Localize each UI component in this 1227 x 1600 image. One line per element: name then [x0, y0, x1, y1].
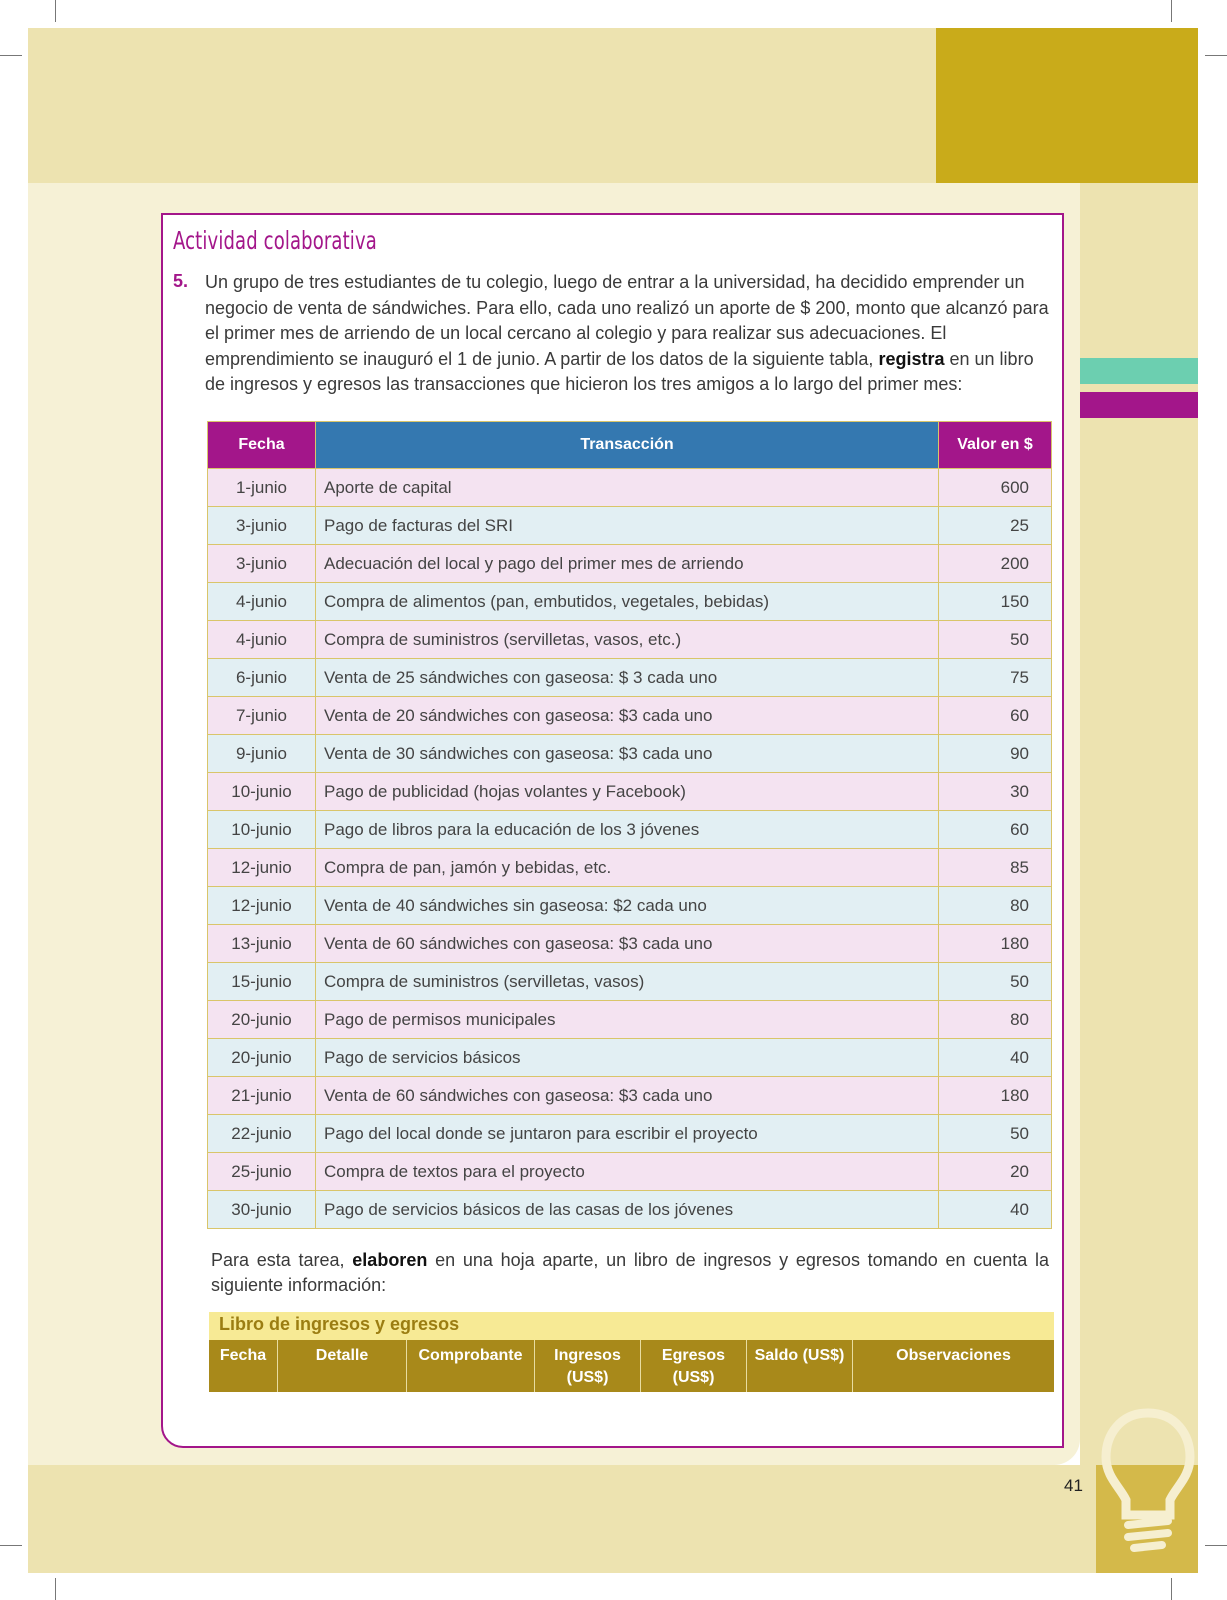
cell-value: 20: [939, 1153, 1052, 1191]
cell-description: Compra de alimentos (pan, embutidos, vegetales, bebidas): [316, 583, 939, 621]
cell-description: Aporte de capital: [316, 469, 939, 507]
cell-description: Pago de libros para la educación de los 3 jóvenes: [316, 811, 939, 849]
ledger-title: Libro de ingresos y egresos: [219, 1314, 460, 1334]
cell-date: 9-junio: [208, 735, 316, 773]
task-text: Para esta tarea,: [211, 1250, 345, 1270]
crop-mark: [55, 1578, 56, 1600]
cell-value: 40: [939, 1039, 1052, 1077]
table-row: [208, 1191, 1052, 1229]
teal-tab: [1080, 358, 1198, 384]
header-valor: Valor en $: [939, 422, 1052, 469]
ledger-col-fecha: Fecha: [209, 1340, 278, 1392]
ledger-col-detalle: Detalle: [278, 1340, 407, 1392]
crop-mark: [1205, 55, 1227, 56]
cell-date: 30-junio: [208, 1191, 316, 1229]
cell-value: 75: [939, 659, 1052, 697]
cell-date: 7-junio: [208, 697, 316, 735]
table-row: [208, 887, 1052, 925]
ledger-col-egresos: Egresos (US$): [641, 1340, 747, 1392]
paragraph-bold: registra: [878, 348, 945, 369]
table-row: [208, 659, 1052, 697]
cell-date: 12-junio: [208, 887, 316, 925]
ledger-col-ingresos: Ingresos (US$): [535, 1340, 641, 1392]
cell-description: Venta de 30 sándwiches con gaseosa: $3 cada uno: [316, 735, 939, 773]
cell-description: Pago del local donde se juntaron para escribir el proyecto: [316, 1115, 939, 1153]
table-row: [208, 1115, 1052, 1153]
table-row: [208, 545, 1052, 583]
cell-description: Pago de facturas del SRI: [316, 507, 939, 545]
crop-mark: [1205, 1545, 1227, 1546]
cell-description: Pago de permisos municipales: [316, 1001, 939, 1039]
cell-date: 1-junio: [208, 469, 316, 507]
magenta-tab: [1080, 392, 1198, 418]
cell-date: 4-junio: [208, 621, 316, 659]
cell-value: 50: [939, 1115, 1052, 1153]
cell-value: 85: [939, 849, 1052, 887]
table-row: [208, 1153, 1052, 1191]
cell-value: 180: [939, 1077, 1052, 1115]
page-number: 41: [1064, 1476, 1083, 1495]
cell-value: 50: [939, 621, 1052, 659]
task-bold: elaboren: [352, 1250, 428, 1270]
cell-description: Pago de publicidad (hojas volantes y Facebook): [316, 773, 939, 811]
cell-date: 15-junio: [208, 963, 316, 1001]
activity-paragraph: [205, 270, 1053, 398]
cell-value: 200: [939, 545, 1052, 583]
table-row: [208, 621, 1052, 659]
table-row: [208, 1039, 1052, 1077]
ledger-col-saldo: Saldo (US$): [747, 1340, 853, 1392]
cell-date: 22-junio: [208, 1115, 316, 1153]
cell-description: Venta de 25 sándwiches con gaseosa: $ 3 cada uno: [316, 659, 939, 697]
table-header-row: [208, 422, 1052, 469]
cell-description: Adecuación del local y pago del primer mes de arriendo: [316, 545, 939, 583]
ledger-col-comprobante: Comprobante: [407, 1340, 535, 1392]
item-number: 5.: [173, 271, 189, 291]
table-row: [208, 963, 1052, 1001]
cell-description: Pago de servicios básicos de las casas de los jóvenes: [316, 1191, 939, 1229]
ledger-columns: [209, 1340, 1054, 1392]
cell-value: 50: [939, 963, 1052, 1001]
table-row: [208, 925, 1052, 963]
cell-date: 10-junio: [208, 773, 316, 811]
table-row: [208, 849, 1052, 887]
cell-value: 600: [939, 469, 1052, 507]
transactions-table: [207, 421, 1052, 1229]
cell-description: Compra de suministros (servilletas, vasos, etc.): [316, 621, 939, 659]
table-row: [208, 811, 1052, 849]
cell-date: 6-junio: [208, 659, 316, 697]
cell-description: Venta de 40 sándwiches sin gaseosa: $2 cada uno: [316, 887, 939, 925]
cell-date: 3-junio: [208, 545, 316, 583]
cell-value: 30: [939, 773, 1052, 811]
crop-mark: [1171, 1578, 1172, 1600]
cell-date: 3-junio: [208, 507, 316, 545]
task-paragraph: [211, 1248, 1049, 1298]
table-row: [208, 1077, 1052, 1115]
table-row: [208, 773, 1052, 811]
lightbulb-icon: [1098, 1405, 1198, 1555]
cell-date: 4-junio: [208, 583, 316, 621]
cell-description: Venta de 20 sándwiches con gaseosa: $3 cada uno: [316, 697, 939, 735]
cell-description: Compra de textos para el proyecto: [316, 1153, 939, 1191]
table-row: [208, 507, 1052, 545]
crop-mark: [55, 0, 56, 22]
cell-value: 40: [939, 1191, 1052, 1229]
cell-description: Compra de suministros (servilletas, vasos): [316, 963, 939, 1001]
paragraph-text-end: en un libro de ingresos y egresos las transacciones que hicieron los tres amigos a lo largo del primer mes:: [205, 348, 1034, 395]
cell-value: 90: [939, 735, 1052, 773]
cell-date: 12-junio: [208, 849, 316, 887]
cell-value: 180: [939, 925, 1052, 963]
cell-description: Compra de pan, jamón y bebidas, etc.: [316, 849, 939, 887]
table-body: [208, 469, 1052, 1229]
cell-value: 80: [939, 887, 1052, 925]
cell-value: 60: [939, 811, 1052, 849]
table-row: [208, 697, 1052, 735]
paragraph-text: Un grupo de tres estudiantes de tu colegio, luego de entrar a la universidad, ha decidido emprender un negocio de venta de sándwiches. Para ello, cada uno realizó un aporte de $ 200, monto que alcanzó para el primer mes de arriendo de un local cercano al colegio y para realizar sus adecuaciones. El emprendimiento se inauguró el 1 de junio. A partir de los datos de la siguiente tabla,: [205, 272, 1049, 369]
table-row: [208, 583, 1052, 621]
cell-value: 60: [939, 697, 1052, 735]
header-fecha: Fecha: [208, 422, 316, 469]
cell-date: 10-junio: [208, 811, 316, 849]
crop-mark: [0, 55, 22, 56]
cell-value: 80: [939, 1001, 1052, 1039]
cell-value: 150: [939, 583, 1052, 621]
cell-date: 13-junio: [208, 925, 316, 963]
cell-description: Pago de servicios básicos: [316, 1039, 939, 1077]
task-text-end: en una hoja aparte, un libro de ingresos y egresos tomando en cuenta la siguiente información:: [211, 1250, 1050, 1295]
activity-title: Actividad colaborativa: [173, 226, 377, 255]
table-row: [208, 1001, 1052, 1039]
page-footer-band: [28, 1465, 1198, 1573]
cell-description: Venta de 60 sándwiches con gaseosa: $3 cada uno: [316, 1077, 939, 1115]
table-row: [208, 469, 1052, 507]
cell-date: 20-junio: [208, 1039, 316, 1077]
crop-mark: [0, 1545, 22, 1546]
cell-description: Venta de 60 sándwiches con gaseosa: $3 cada uno: [316, 925, 939, 963]
cell-date: 21-junio: [208, 1077, 316, 1115]
crop-mark: [1171, 0, 1172, 22]
cell-date: 25-junio: [208, 1153, 316, 1191]
header-transaccion: Transacción: [316, 422, 939, 469]
table-row: [208, 735, 1052, 773]
cell-value: 25: [939, 507, 1052, 545]
ledger-col-observaciones: Observaciones: [896, 1347, 1011, 1364]
cell-date: 20-junio: [208, 1001, 316, 1039]
